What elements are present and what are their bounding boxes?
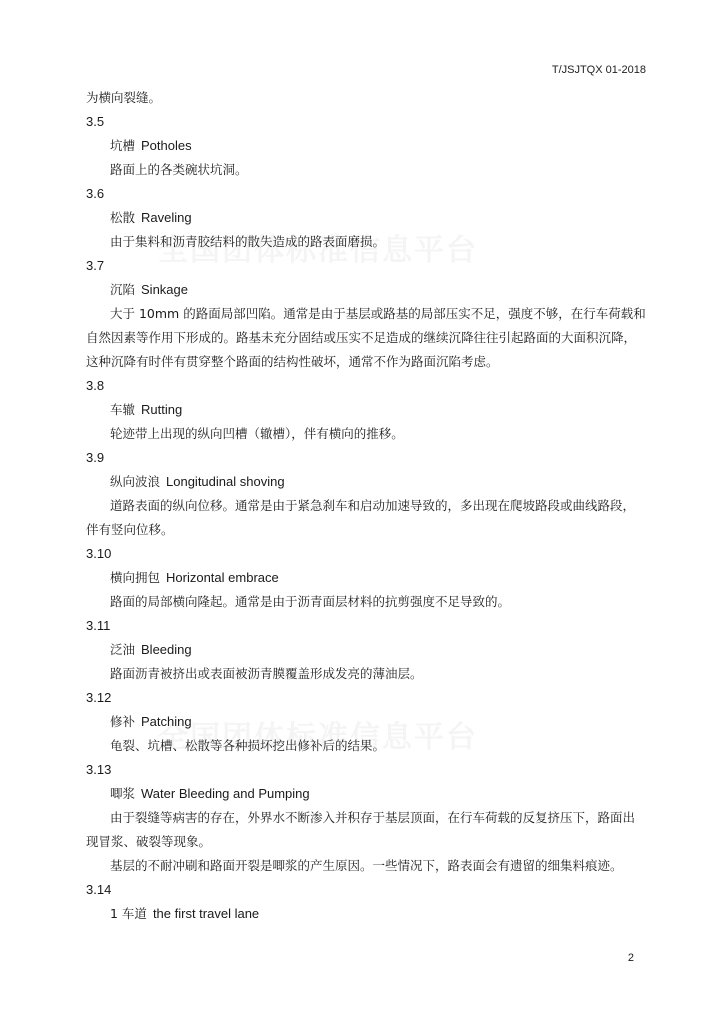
document-body [86,86,646,926]
term-heading [110,638,646,662]
term-en: Patching [141,714,192,729]
clause-number: 3.7 [86,258,105,273]
definition-text: 轮迹带上出现的纵向凹槽（辙槽），伴有横向的推移。 [110,426,404,441]
term-heading [110,566,646,590]
term-heading [110,278,646,302]
term-heading [110,134,646,158]
definition-text: 由于裂缝等病害的存在，外界水不断渗入并积存于基层顶面，在行车荷载的反复挤压下，路面出现冒浆、破裂等现象。 [86,810,636,849]
term-en: Sinkage [141,282,188,297]
clause-number: 3.5 [86,114,105,129]
definition-text: 基层的不耐冲刷和路面开裂是唧浆的产生原因。一些情况下，路表面会有遗留的细集料痕迹。 [110,858,623,873]
continuation-text: 为横向裂缝。 [86,90,162,105]
page-number: 2 [627,952,634,964]
term-zh: 泛油 [110,642,136,657]
term-zh: 车辙 [110,402,136,417]
term-heading [110,902,646,926]
definition-text: 道路表面的纵向位移。通常是由于紧急刹车和启动加速导致的，多出现在爬坡路段或曲线路段，伴有竖向位移。 [86,498,636,537]
document-code: T/JSJTQX 01-2018 [551,64,646,76]
term-en: the first travel lane [152,906,260,921]
term-en: Raveling [141,210,192,225]
term-en: Potholes [141,138,192,153]
definition-text: 路面上的各类碗状坑洞。 [110,162,248,177]
term-zh: 沉陷 [110,282,136,297]
term-zh: 唧浆 [110,786,136,801]
term-en: Water Bleeding and Pumping [141,786,310,801]
clause-number: 3.8 [86,378,105,393]
clause-number: 3.10 [86,546,112,561]
term-zh: 1 车道 [110,906,147,921]
term-heading [110,398,646,422]
definition-text: 由于集料和沥青胶结料的散失造成的路表面磨损。 [110,234,386,249]
term-zh: 坑槽 [110,138,136,153]
term-en: Bleeding [141,642,192,657]
clause-number: 3.14 [86,882,112,897]
term-heading [110,782,646,806]
definition-text: 龟裂、坑槽、松散等各种损坏挖出修补后的结果。 [110,738,386,753]
term-heading [110,710,646,734]
definition-text: 路面的局部横向隆起。通常是由于沥青面层材料的抗剪强度不足导致的。 [110,594,511,609]
clause-number: 3.12 [86,690,112,705]
clause-number: 3.6 [86,186,105,201]
definition-text: 路面沥青被挤出或表面被沥青膜覆盖形成发亮的薄油层。 [110,666,423,681]
clause-number: 3.13 [86,762,112,777]
term-en: Longitudinal shoving [166,474,285,489]
clause-number: 3.9 [86,450,105,465]
term-en: Rutting [141,402,183,417]
term-en: Horizontal embrace [166,570,279,585]
term-heading [110,206,646,230]
term-heading [110,470,646,494]
clause-number: 3.11 [86,618,111,633]
term-zh: 纵向波浪 [110,474,161,489]
term-zh: 修补 [110,714,136,729]
term-zh: 松散 [110,210,136,225]
term-zh: 横向拥包 [110,570,161,585]
definition-text: 大于 10mm 的路面局部凹陷。通常是由于基层或路基的局部压实不足，强度不够，在行车荷载和自然因素等作用下形成的。路基未充分固结或压实不足造成的继续沉降往往引起路面的大面积沉降，这种沉降有时伴有贯穿整个路面的结构性破坏，通常不作为路面沉陷考虑。 [86,306,646,369]
